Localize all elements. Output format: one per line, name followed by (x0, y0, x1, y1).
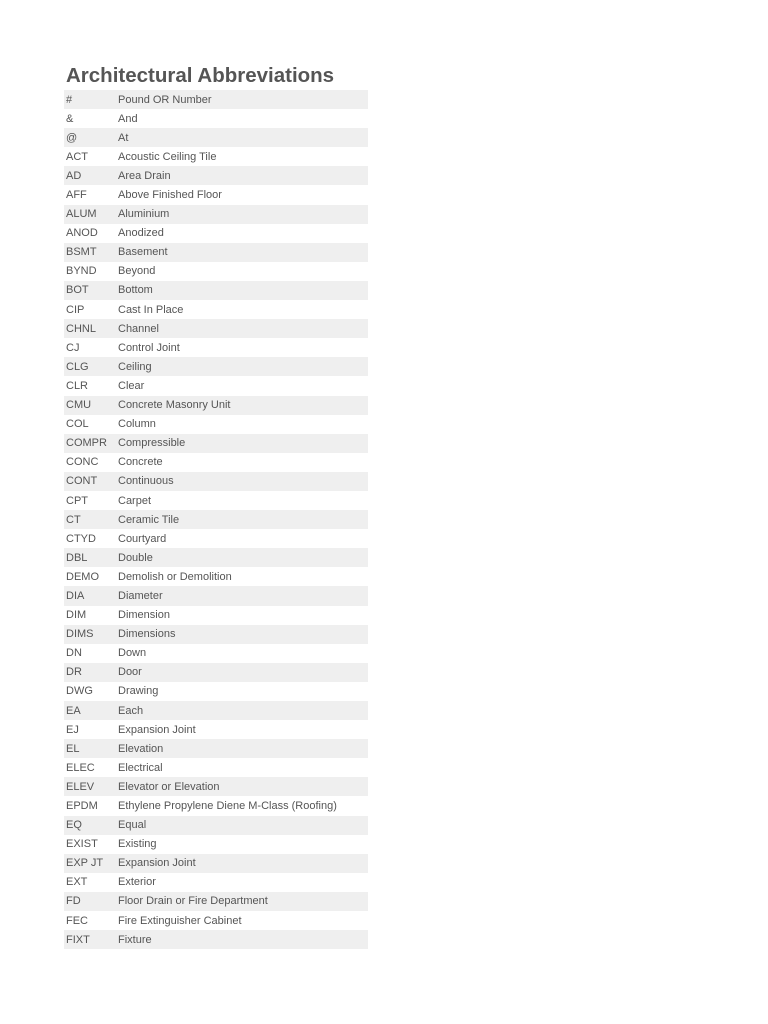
abbreviation-cell: CIP (66, 303, 85, 316)
abbreviation-cell: CPT (66, 494, 88, 507)
meaning-cell: Clear (118, 379, 145, 392)
abbreviation-cell: CHNL (66, 322, 96, 335)
table-row (64, 625, 368, 644)
meaning-cell: Column (118, 418, 156, 431)
meaning-cell: Aluminium (118, 208, 170, 221)
table-row (64, 720, 368, 739)
abbreviation-cell: CTYD (66, 532, 96, 545)
meaning-cell: Diameter (118, 589, 163, 602)
table-row (64, 453, 368, 472)
abbreviation-cell: & (66, 112, 74, 125)
meaning-cell: Bottom (118, 284, 153, 297)
table-row (64, 663, 368, 682)
abbreviation-cell: DR (66, 666, 82, 679)
meaning-cell: Electrical (118, 761, 163, 774)
abbreviation-cell: # (66, 93, 73, 106)
table-row (64, 90, 368, 109)
table-row (64, 262, 368, 281)
page-title: Architectural Abbreviations (66, 64, 335, 87)
meaning-cell: Floor Drain or Fire Department (118, 895, 268, 908)
abbreviation-cell: CLG (66, 360, 89, 373)
table-row (64, 739, 368, 758)
table-row (64, 185, 368, 204)
meaning-cell: Demolish or Demolition (118, 570, 232, 583)
meaning-cell: Beyond (118, 265, 156, 278)
abbreviation-cell: CJ (66, 341, 80, 354)
table-row (64, 854, 368, 873)
abbreviation-cell: AFF (66, 189, 87, 202)
abbreviation-cell: ALUM (66, 208, 97, 221)
table-row (64, 510, 368, 529)
abbreviation-cell: EL (66, 742, 80, 755)
table-row (64, 338, 368, 357)
table-row (64, 835, 368, 854)
abbreviation-cell: EPDM (66, 800, 98, 813)
abbreviation-cell: FIXT (66, 933, 90, 946)
table-row (64, 396, 368, 415)
table-row (64, 434, 368, 453)
abbreviation-cell: BYND (66, 265, 97, 278)
table-row (64, 586, 368, 605)
table-row (64, 930, 368, 949)
table-row (64, 606, 368, 625)
table-row (64, 911, 368, 930)
meaning-cell: Compressible (118, 437, 186, 450)
meaning-cell: Ceramic Tile (118, 513, 180, 526)
abbreviation-cell: DIMS (66, 628, 94, 641)
abbreviation-cell: EA (66, 704, 81, 717)
table-row (64, 701, 368, 720)
abbreviation-cell: CLR (66, 379, 89, 392)
table-row (64, 567, 368, 586)
meaning-cell: Dimension (118, 609, 170, 622)
table-row (64, 357, 368, 376)
meaning-cell: Control Joint (118, 341, 180, 354)
abbreviation-cell: CT (66, 513, 81, 526)
table-row (64, 777, 368, 796)
table-row (64, 873, 368, 892)
abbreviation-cell: FD (66, 895, 81, 908)
meaning-cell: Pound OR Number (118, 93, 212, 106)
meaning-cell: Elevation (118, 742, 164, 755)
meaning-cell: Expansion Joint (118, 723, 196, 736)
abbreviation-cell: DIM (66, 609, 87, 622)
abbreviation-cell: ACT (66, 150, 88, 163)
meaning-cell: Dimensions (118, 628, 176, 641)
abbreviation-cell: ELEC (66, 761, 95, 774)
meaning-cell: Concrete (118, 456, 163, 469)
meaning-cell: Anodized (118, 227, 164, 240)
table-row (64, 796, 368, 815)
abbreviation-cell: DBL (66, 551, 88, 564)
meaning-cell: At (118, 131, 129, 144)
table-row (64, 243, 368, 262)
table-row (64, 758, 368, 777)
abbreviation-cell: CONC (66, 456, 99, 469)
table-row (64, 529, 368, 548)
table-row (64, 892, 368, 911)
meaning-cell: Cast In Place (118, 303, 184, 316)
abbreviation-cell: CMU (66, 399, 92, 412)
abbreviation-cell: BSMT (66, 246, 97, 259)
meaning-cell: Channel (118, 322, 159, 335)
table-row (64, 205, 368, 224)
table-row (64, 300, 368, 319)
meaning-cell: Above Finished Floor (118, 189, 222, 202)
abbreviation-cell: EXT (66, 876, 88, 889)
meaning-cell: Ceiling (118, 360, 152, 373)
meaning-cell: Fire Extinguisher Cabinet (118, 914, 242, 927)
abbreviation-cell: FEC (66, 914, 88, 927)
table-row (64, 128, 368, 147)
abbreviation-cell: DN (66, 647, 82, 660)
meaning-cell: Equal (118, 819, 147, 832)
meaning-cell: Elevator or Elevation (118, 780, 220, 793)
abbreviation-cell: DIA (66, 589, 85, 602)
meaning-cell: And (118, 112, 138, 125)
table-row (64, 224, 368, 243)
meaning-cell: Each (118, 704, 144, 717)
meaning-cell: Continuous (118, 475, 174, 488)
table-row (64, 415, 368, 434)
table-row (64, 147, 368, 166)
meaning-cell: Expansion Joint (118, 857, 196, 870)
meaning-cell: Existing (118, 838, 157, 851)
table-row (64, 166, 368, 185)
abbreviation-cell: BOT (66, 284, 89, 297)
abbreviation-cell: EXIST (66, 838, 98, 851)
meaning-cell: Area Drain (118, 169, 171, 182)
table-row (64, 472, 368, 491)
abbreviation-cell: EQ (66, 819, 82, 832)
table-row (64, 109, 368, 128)
meaning-cell: Door (118, 666, 142, 679)
abbreviation-cell: CONT (66, 475, 98, 488)
meaning-cell: Ethylene Propylene Diene M-Class (Roofing) (118, 800, 337, 813)
table-row (64, 491, 368, 510)
meaning-cell: Carpet (118, 494, 152, 507)
table-row (64, 376, 368, 395)
meaning-cell: Double (118, 551, 153, 564)
abbreviation-cell: COL (66, 418, 89, 431)
abbreviation-cell: AD (66, 169, 82, 182)
abbreviation-cell: COMPR (66, 437, 107, 450)
table-row (64, 644, 368, 663)
table-row (64, 816, 368, 835)
meaning-cell: Down (118, 647, 147, 660)
meaning-cell: Drawing (118, 685, 159, 698)
table-row (64, 281, 368, 300)
abbreviation-cell: @ (66, 131, 78, 144)
abbreviation-cell: DWG (66, 685, 93, 698)
abbreviation-cell: ELEV (66, 780, 95, 793)
meaning-cell: Exterior (118, 876, 156, 889)
abbreviations-table (64, 90, 368, 949)
table-row (64, 548, 368, 567)
meaning-cell: Concrete Masonry Unit (118, 399, 231, 412)
abbreviation-cell: EJ (66, 723, 79, 736)
meaning-cell: Fixture (118, 933, 152, 946)
meaning-cell: Basement (118, 246, 168, 259)
meaning-cell: Courtyard (118, 532, 167, 545)
abbreviation-cell: ANOD (66, 227, 98, 240)
meaning-cell: Acoustic Ceiling Tile (118, 150, 217, 163)
table-row (64, 682, 368, 701)
abbreviation-cell: DEMO (66, 570, 99, 583)
table-row (64, 319, 368, 338)
abbreviation-cell: EXP JT (66, 857, 104, 870)
